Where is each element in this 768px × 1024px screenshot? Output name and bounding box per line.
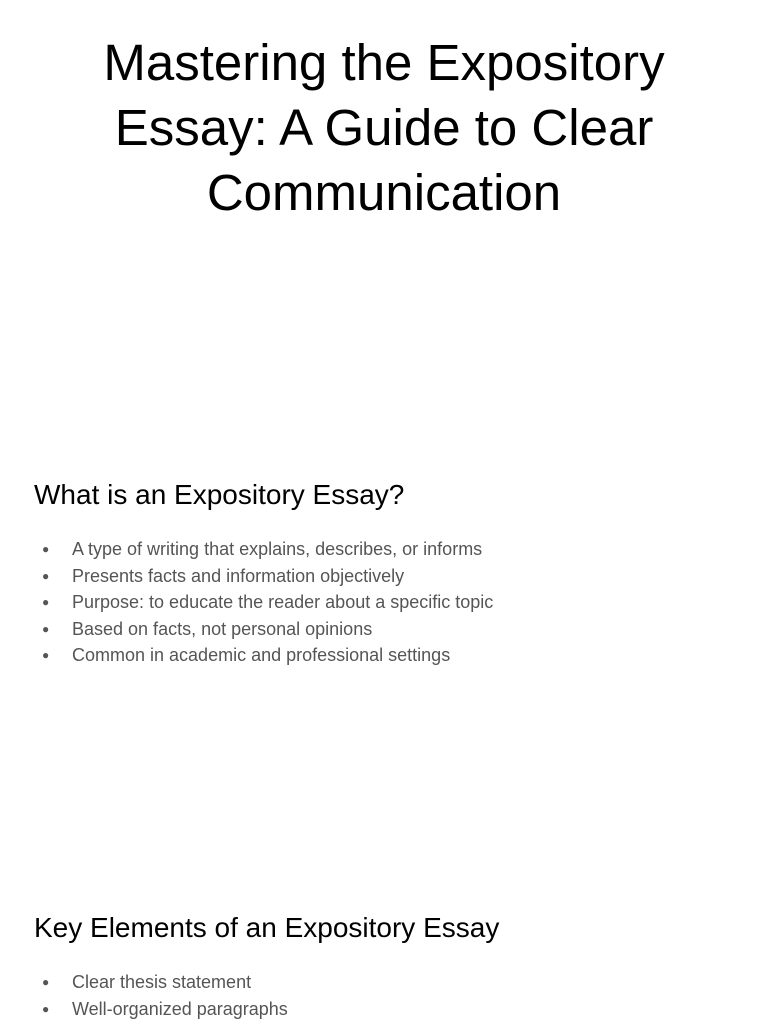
title-line-3: Communication bbox=[206, 164, 562, 221]
list-item: ● Presents facts and information objectively bbox=[34, 563, 493, 590]
list-item: ● Well-organized paragraphs bbox=[34, 996, 288, 1023]
title-line-2: Essay: A Guide to Clear bbox=[114, 99, 654, 156]
bullet-icon: ● bbox=[42, 621, 50, 636]
list-item: ● Clear thesis statement bbox=[34, 969, 288, 996]
title-line-1: Mastering the Expository bbox=[103, 34, 665, 91]
bullet-icon: ● bbox=[42, 542, 50, 556]
bullet-icon: ● bbox=[42, 568, 50, 583]
list-item: ● Based on facts, not personal opinions bbox=[34, 616, 493, 643]
list-item: ● Purpose: to educate the reader about a specific topic bbox=[34, 589, 493, 616]
bullet-icon: ● bbox=[42, 648, 50, 663]
bullet-list-what-is bbox=[34, 536, 493, 669]
section-heading-key-elements: Key Elements of an Expository Essay bbox=[34, 912, 500, 943]
bullet-icon: ● bbox=[42, 1001, 50, 1016]
bullet-icon: ● bbox=[42, 975, 50, 989]
bullet-list-key-elements bbox=[34, 969, 288, 1022]
list-item: ● A type of writing that explains, describes, or informs bbox=[34, 536, 493, 563]
section-heading-what-is: What is an Expository Essay? bbox=[34, 479, 405, 510]
document-title bbox=[0, 30, 768, 225]
bullet-icon: ● bbox=[42, 595, 50, 610]
list-item: ● Common in academic and professional settings bbox=[34, 642, 493, 669]
